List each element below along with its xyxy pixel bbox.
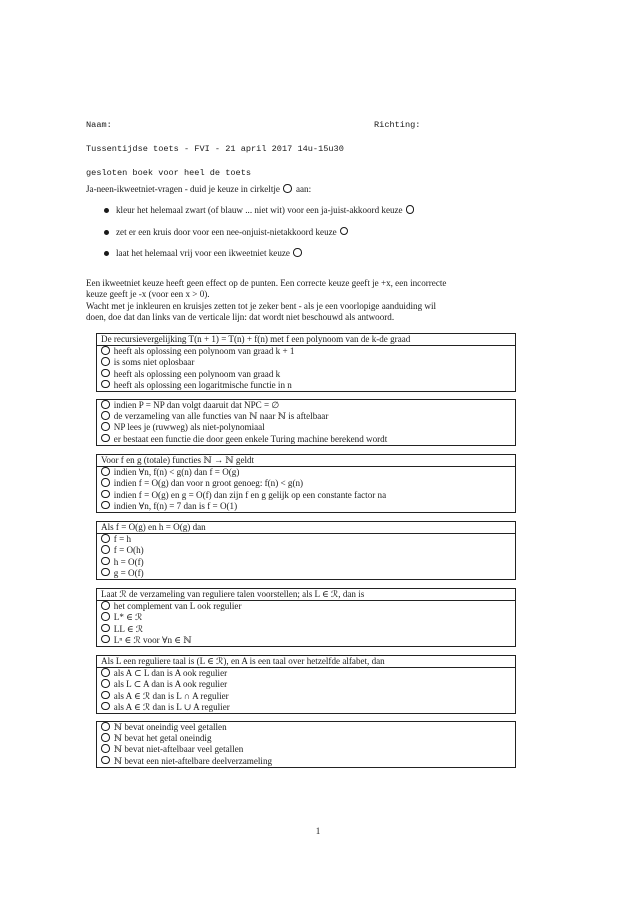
instruction-bullets: [102, 205, 416, 270]
question-box: [96, 655, 516, 714]
answer-circle-icon: [340, 227, 349, 236]
answer-circle-icon[interactable]: [101, 434, 110, 443]
option-text: Lⁿ ∈ ℛ voor ∀n ∈ ℕ: [113, 634, 192, 645]
answer-circle-icon[interactable]: [101, 467, 110, 476]
option-text: als A ∈ ℛ dan is L ∩ A regulier: [113, 690, 229, 701]
test-title: Tussentijdse toets - FVI - 21 april 2017 14u-15u30: [86, 144, 344, 154]
answer-circle-icon[interactable]: [101, 568, 110, 577]
option-text: g = O(f): [113, 567, 144, 578]
question-option[interactable]: [97, 722, 515, 733]
bullet-text: zet er een kruis door voor een nee-onjuist-nietakkoord keuze: [116, 226, 337, 237]
answer-circle-icon[interactable]: [101, 478, 110, 487]
option-text: L* ∈ ℛ: [113, 612, 143, 623]
question-option[interactable]: [97, 624, 515, 635]
question-option[interactable]: [97, 478, 515, 489]
intro-suffix: aan:: [295, 184, 312, 194]
answer-circle-icon[interactable]: [101, 534, 110, 543]
question-option[interactable]: [97, 400, 515, 411]
answer-circle-icon[interactable]: [101, 668, 110, 677]
answer-circle-icon: [293, 248, 302, 257]
answer-circle-icon: [283, 184, 292, 193]
question-box: [96, 588, 516, 647]
answer-circle-icon[interactable]: [101, 380, 110, 389]
answer-circle-icon[interactable]: [101, 601, 110, 610]
answer-circle-icon[interactable]: [101, 612, 110, 621]
scoring-paragraph: [86, 278, 554, 324]
option-text: is soms niet oplosbaar: [113, 357, 195, 368]
answer-circle-icon[interactable]: [101, 702, 110, 711]
answer-circle-icon[interactable]: [101, 691, 110, 700]
answer-circle-icon[interactable]: [101, 545, 110, 554]
answer-circle-icon[interactable]: [101, 733, 110, 742]
instructions-intro: [86, 184, 311, 194]
question-option[interactable]: [97, 733, 515, 744]
question-option[interactable]: [97, 411, 515, 422]
bullet-icon: [104, 208, 109, 213]
option-text: als L ⊂ A dan is A ook regulier: [113, 679, 228, 690]
major-label: Richting:: [374, 120, 421, 130]
option-text: indien ∀n, f(n) = 7 dan is f = O(1): [113, 500, 238, 511]
answer-circle-icon[interactable]: [101, 411, 110, 420]
option-text: h = O(f): [113, 556, 144, 567]
scoring-line: Wacht met je inkleuren en kruisjes zetten tot je zeker bent - als je een voorlopige aanduiding wil: [86, 300, 437, 311]
answer-circle-icon[interactable]: [101, 346, 110, 355]
option-text: de verzameling van alle functies van ℕ naar ℕ is aftelbaar: [113, 411, 329, 422]
option-text: indien P = NP dan volgt daaruit dat NPC = ∅: [113, 400, 280, 410]
question-box: [96, 721, 516, 768]
question-option[interactable]: [97, 346, 515, 357]
option-text: er bestaat een functie die door geen enkele Turing machine berekend wordt: [113, 433, 388, 444]
question-option[interactable]: [97, 422, 515, 433]
option-text: ℕ bevat oneindig veel getallen: [113, 722, 227, 732]
closed-book-note: gesloten boek voor heel de toets: [86, 168, 252, 178]
answer-circle-icon[interactable]: [101, 756, 110, 765]
answer-circle-icon[interactable]: [101, 635, 110, 644]
scoring-line: Een ikweetniet keuze heeft geen effect op de punten. Een correcte keuze geeft je +x, een incorrecte: [86, 278, 447, 288]
question-option[interactable]: [97, 534, 515, 545]
question-option[interactable]: [97, 691, 515, 702]
answer-circle-icon[interactable]: [101, 624, 110, 633]
question-box: [96, 521, 516, 580]
question-box: [96, 399, 516, 446]
question-option[interactable]: [97, 467, 515, 478]
answer-circle-icon[interactable]: [101, 557, 110, 566]
question-option[interactable]: [97, 612, 515, 623]
answer-circle-icon[interactable]: [101, 369, 110, 378]
option-text: heeft als oplossing een polynoom van graad k + 1: [113, 346, 295, 357]
bullet-icon: [104, 230, 109, 235]
answer-circle-icon[interactable]: [101, 357, 110, 366]
question-stem: Voor f en g (totale) functies ℕ → ℕ geldt: [97, 455, 515, 467]
option-text: heeft als oplossing een polynoom van graad k: [113, 368, 281, 379]
question-option[interactable]: [97, 702, 515, 713]
option-text: indien f = O(g) en g = O(f) dan zijn f en g gelijk op een constante factor na: [113, 489, 387, 500]
question-option[interactable]: [97, 756, 515, 767]
question-option[interactable]: [97, 434, 515, 445]
answer-circle-icon[interactable]: [101, 501, 110, 510]
question-option[interactable]: [97, 601, 515, 612]
question-box: [96, 333, 516, 392]
option-text: indien f = O(g) dan voor n groot genoeg: f(n) < g(n): [113, 478, 304, 489]
option-text: ℕ bevat niet-aftelbaar veel getallen: [113, 744, 244, 755]
question-option[interactable]: [97, 668, 515, 679]
page-number: 1: [315, 826, 321, 836]
intro-text: Ja-neen-ikweetniet-vragen - duid je keuze in cirkeltje: [86, 184, 280, 194]
option-text: als A ⊂ L dan is A ook regulier: [113, 668, 228, 679]
bullet-item: [102, 227, 416, 249]
scoring-line: keuze geeft je -x (voor een x > 0).: [86, 289, 210, 300]
question-option[interactable]: [97, 635, 515, 646]
bullet-text: kleur het helemaal zwart (of blauw ... niet wit) voor een ja-juist-akkoord keuze: [116, 205, 403, 215]
question-stem: De recursievergelijking T(n + 1) = T(n) + f(n) met f een polynoom van de k-de graad: [97, 334, 515, 346]
option-text: f = h: [113, 534, 132, 545]
question-option[interactable]: [97, 679, 515, 690]
option-text: ℕ bevat een niet-aftelbare deelverzameling: [113, 755, 273, 766]
option-text: f = O(h): [113, 545, 144, 556]
answer-circle-icon[interactable]: [101, 422, 110, 431]
name-label: Naam:: [86, 120, 112, 130]
bullet-text: laat het helemaal vrij voor een ikweetniet keuze: [116, 248, 290, 258]
answer-circle-icon: [406, 205, 415, 214]
answer-circle-icon[interactable]: [101, 679, 110, 688]
answer-circle-icon[interactable]: [101, 400, 110, 409]
bullet-item: [102, 205, 416, 227]
bullet-icon: [104, 251, 109, 256]
option-text: ℕ bevat het getal oneindig: [113, 733, 212, 744]
option-text: het complement van L ook regulier: [113, 601, 242, 612]
question-stem: Laat ℛ de verzameling van reguliere talen voorstellen; als L ∈ ℛ, dan is: [97, 589, 515, 601]
question-option[interactable]: [97, 501, 515, 512]
answer-circle-icon[interactable]: [101, 744, 110, 753]
option-text: NP lees je (ruwweg) als niet-polynomiaal: [113, 422, 265, 433]
question-option[interactable]: [97, 369, 515, 380]
question-option[interactable]: [97, 380, 515, 391]
scoring-line: doen, doe dat dan links van de verticale lijn: dat wordt niet beschouwd als antwoord.: [86, 312, 395, 323]
option-text: indien ∀n, f(n) < g(n) dan f = O(g): [113, 467, 240, 478]
question-stem: Als f = O(g) en h = O(g) dan: [97, 522, 515, 534]
answer-circle-icon[interactable]: [101, 722, 110, 731]
question-option[interactable]: [97, 557, 515, 568]
option-text: LL ∈ ℛ: [113, 623, 144, 634]
question-option[interactable]: [97, 568, 515, 579]
bullet-item: [102, 248, 416, 270]
option-text: als A ∈ ℛ dan is L ∪ A regulier: [113, 701, 230, 712]
question-option[interactable]: [97, 744, 515, 755]
question-option[interactable]: [97, 357, 515, 368]
question-box: [96, 454, 516, 513]
answer-circle-icon[interactable]: [101, 490, 110, 499]
question-option[interactable]: [97, 490, 515, 501]
option-text: heeft als oplossing een logaritmische functie in n: [113, 379, 292, 390]
question-option[interactable]: [97, 545, 515, 556]
question-stem: Als L een reguliere taal is (L ∈ ℛ), en A is een taal over hetzelfde alfabet, dan: [97, 656, 515, 668]
